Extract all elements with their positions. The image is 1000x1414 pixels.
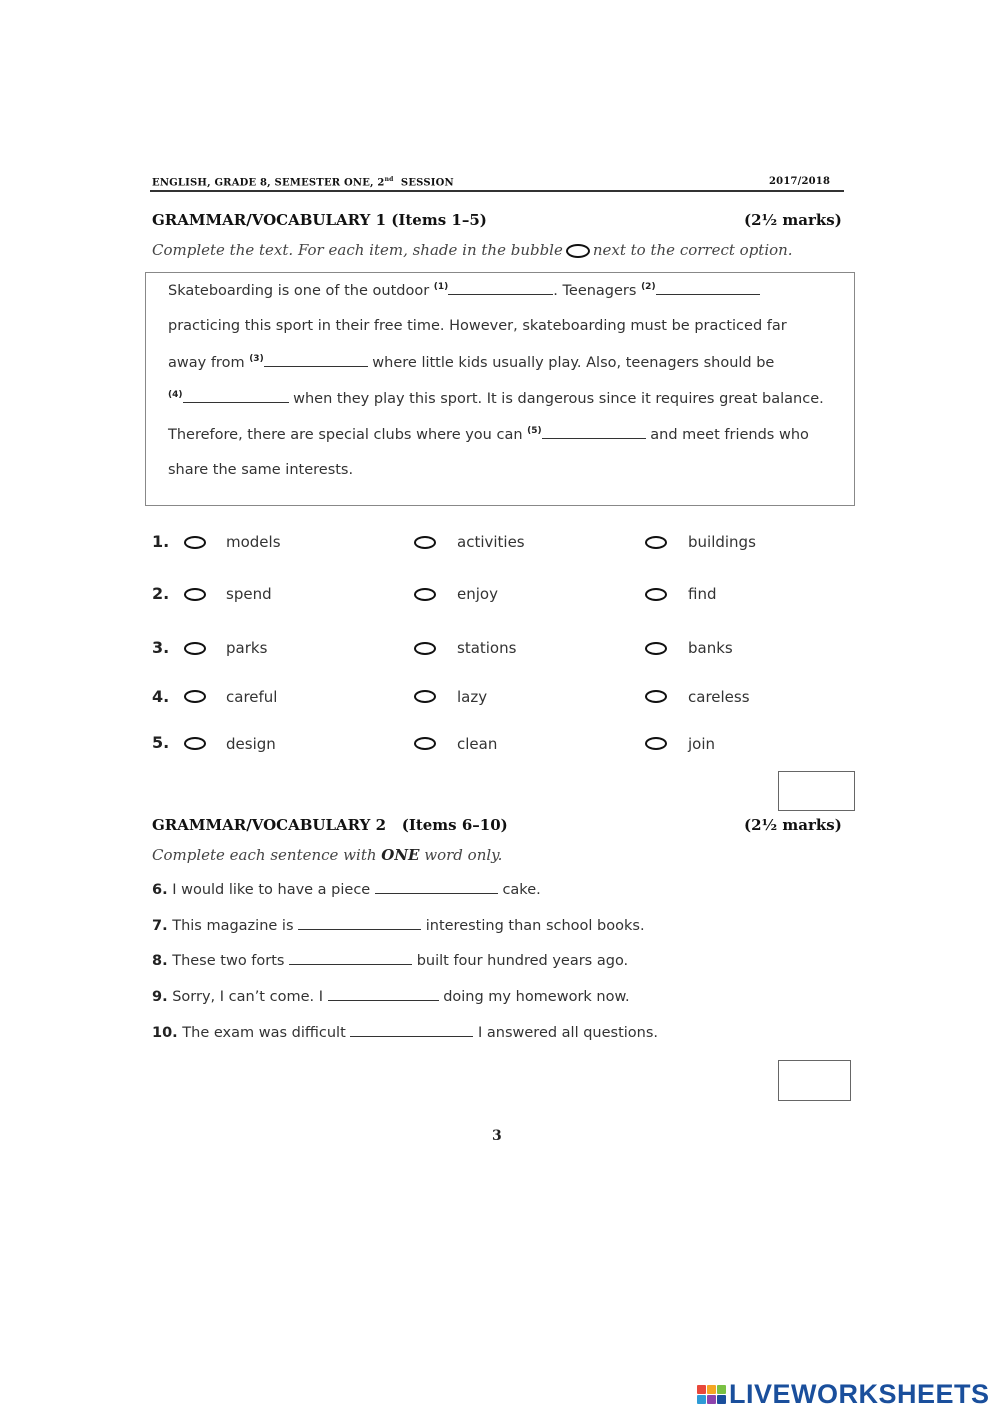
option-label: models: [226, 533, 281, 551]
section2-title: GRAMMAR/VOCABULARY 2 (Items 6–10): [152, 816, 508, 834]
option-bubble[interactable]: [184, 536, 206, 549]
header-rule: [150, 190, 844, 192]
blank-2[interactable]: [656, 293, 760, 295]
logo-square: [697, 1385, 706, 1394]
document-header: [152, 176, 454, 188]
option-bubble[interactable]: [184, 690, 206, 703]
header-sup: nd: [384, 176, 394, 183]
school-year: 2017/2018: [769, 176, 831, 187]
option-label: design: [226, 735, 276, 753]
logo-grid-icon: [697, 1385, 726, 1404]
answer-blank[interactable]: [289, 963, 412, 965]
passage-line-6: share the same interests.: [168, 462, 354, 478]
sentence-item: 10. The exam was difficult I answered all questions.: [152, 1025, 659, 1041]
option-label: clean: [457, 735, 498, 753]
marker-2: (2): [641, 282, 656, 292]
sentence-item: 8. These two forts built four hundred years ago.: [152, 953, 629, 969]
section2-instruction: Complete each sentence with ONE word only.: [152, 846, 503, 864]
answer-blank[interactable]: [375, 892, 498, 894]
option-label: careless: [688, 688, 750, 706]
option-bubble[interactable]: [414, 642, 436, 655]
logo-text: LIVEWORKSHEETS: [729, 1378, 990, 1409]
option-label: find: [688, 585, 717, 603]
section1-instruction: Complete the text. For each item, shade in the bubble next to the correct option.: [152, 241, 793, 259]
header-session: SESSION: [400, 177, 454, 189]
logo-square: [707, 1385, 716, 1394]
option-bubble[interactable]: [184, 737, 206, 750]
blank-5[interactable]: [542, 437, 646, 439]
header-title: ENGLISH, GRADE 8, SEMESTER ONE, 2: [152, 177, 385, 189]
option-bubble[interactable]: [414, 690, 436, 703]
marker-3: (3): [249, 354, 264, 364]
sentence-item: 9. Sorry, I can’t come. I doing my homework now.: [152, 989, 630, 1005]
passage-line-5: Therefore, there are special clubs where you can $^{(5)}$ and meet friends who: [168, 426, 809, 443]
option-bubble[interactable]: [645, 588, 667, 601]
option-label: parks: [226, 639, 268, 657]
logo-square: [707, 1395, 716, 1404]
item-number: 4.: [152, 687, 170, 706]
marker-4: (4): [168, 390, 183, 400]
sentence-item: 6. I would like to have a piece cake.: [152, 882, 541, 898]
option-label: careful: [226, 688, 278, 706]
answer-blank[interactable]: [298, 928, 421, 930]
option-bubble[interactable]: [184, 588, 206, 601]
option-bubble[interactable]: [645, 737, 667, 750]
answer-blank[interactable]: [350, 1035, 473, 1037]
item-number: 5.: [152, 733, 170, 752]
marker-1: (1): [433, 282, 449, 292]
passage-line-4: $^{(4)}$ when they play this sport. It is dangerous since it requires great balance.: [168, 390, 824, 407]
score-box-1[interactable]: [778, 771, 855, 811]
option-label: banks: [688, 639, 733, 657]
blank-3[interactable]: [264, 365, 368, 367]
logo-square: [717, 1385, 726, 1394]
section1-title: GRAMMAR/VOCABULARY 1 (Items 1–5): [152, 211, 487, 229]
section1-marks: (2½ marks): [744, 211, 842, 229]
logo-square: [717, 1395, 726, 1404]
option-bubble[interactable]: [645, 690, 667, 703]
blank-1[interactable]: [448, 293, 553, 295]
option-bubble[interactable]: [414, 536, 436, 549]
blank-4[interactable]: [183, 401, 289, 403]
option-label: activities: [457, 533, 525, 551]
item-number: 2.: [152, 584, 170, 603]
option-label: join: [688, 735, 716, 753]
sentence-item: 7. This magazine is interesting than school books.: [152, 918, 645, 934]
emphasis-one: ONE: [381, 846, 420, 864]
option-bubble[interactable]: [645, 642, 667, 655]
marker-5: (5): [527, 426, 542, 436]
option-bubble[interactable]: [414, 588, 436, 601]
answer-blank[interactable]: [328, 999, 439, 1001]
section2-range: (Items 6–10): [401, 816, 508, 834]
item-number: 1.: [152, 532, 170, 551]
option-label: lazy: [457, 688, 488, 706]
option-bubble[interactable]: [184, 642, 206, 655]
page-number: 3: [492, 1128, 502, 1144]
option-label: buildings: [688, 533, 756, 551]
option-label: stations: [457, 639, 517, 657]
item-number: 3.: [152, 638, 170, 657]
passage-line-2: practicing this sport in their free time. However, skateboarding must be practiced far: [168, 318, 787, 334]
passage-line-1: Skateboarding is one of the outdoor $^{(1)}$ . Teenagers $^{(2)}$: [168, 282, 760, 299]
option-label: spend: [226, 585, 272, 603]
liveworksheets-logo: [697, 1380, 990, 1408]
logo-square: [697, 1395, 706, 1404]
passage-line-3: away from $^{(3)}$ where little kids usually play. Also, teenagers should be: [168, 354, 775, 371]
option-label: enjoy: [457, 585, 498, 603]
section2-marks: (2½ marks): [744, 816, 842, 834]
option-bubble[interactable]: [414, 737, 436, 750]
option-bubble[interactable]: [645, 536, 667, 549]
score-box-2[interactable]: [778, 1060, 851, 1101]
bubble-icon: [566, 244, 590, 258]
